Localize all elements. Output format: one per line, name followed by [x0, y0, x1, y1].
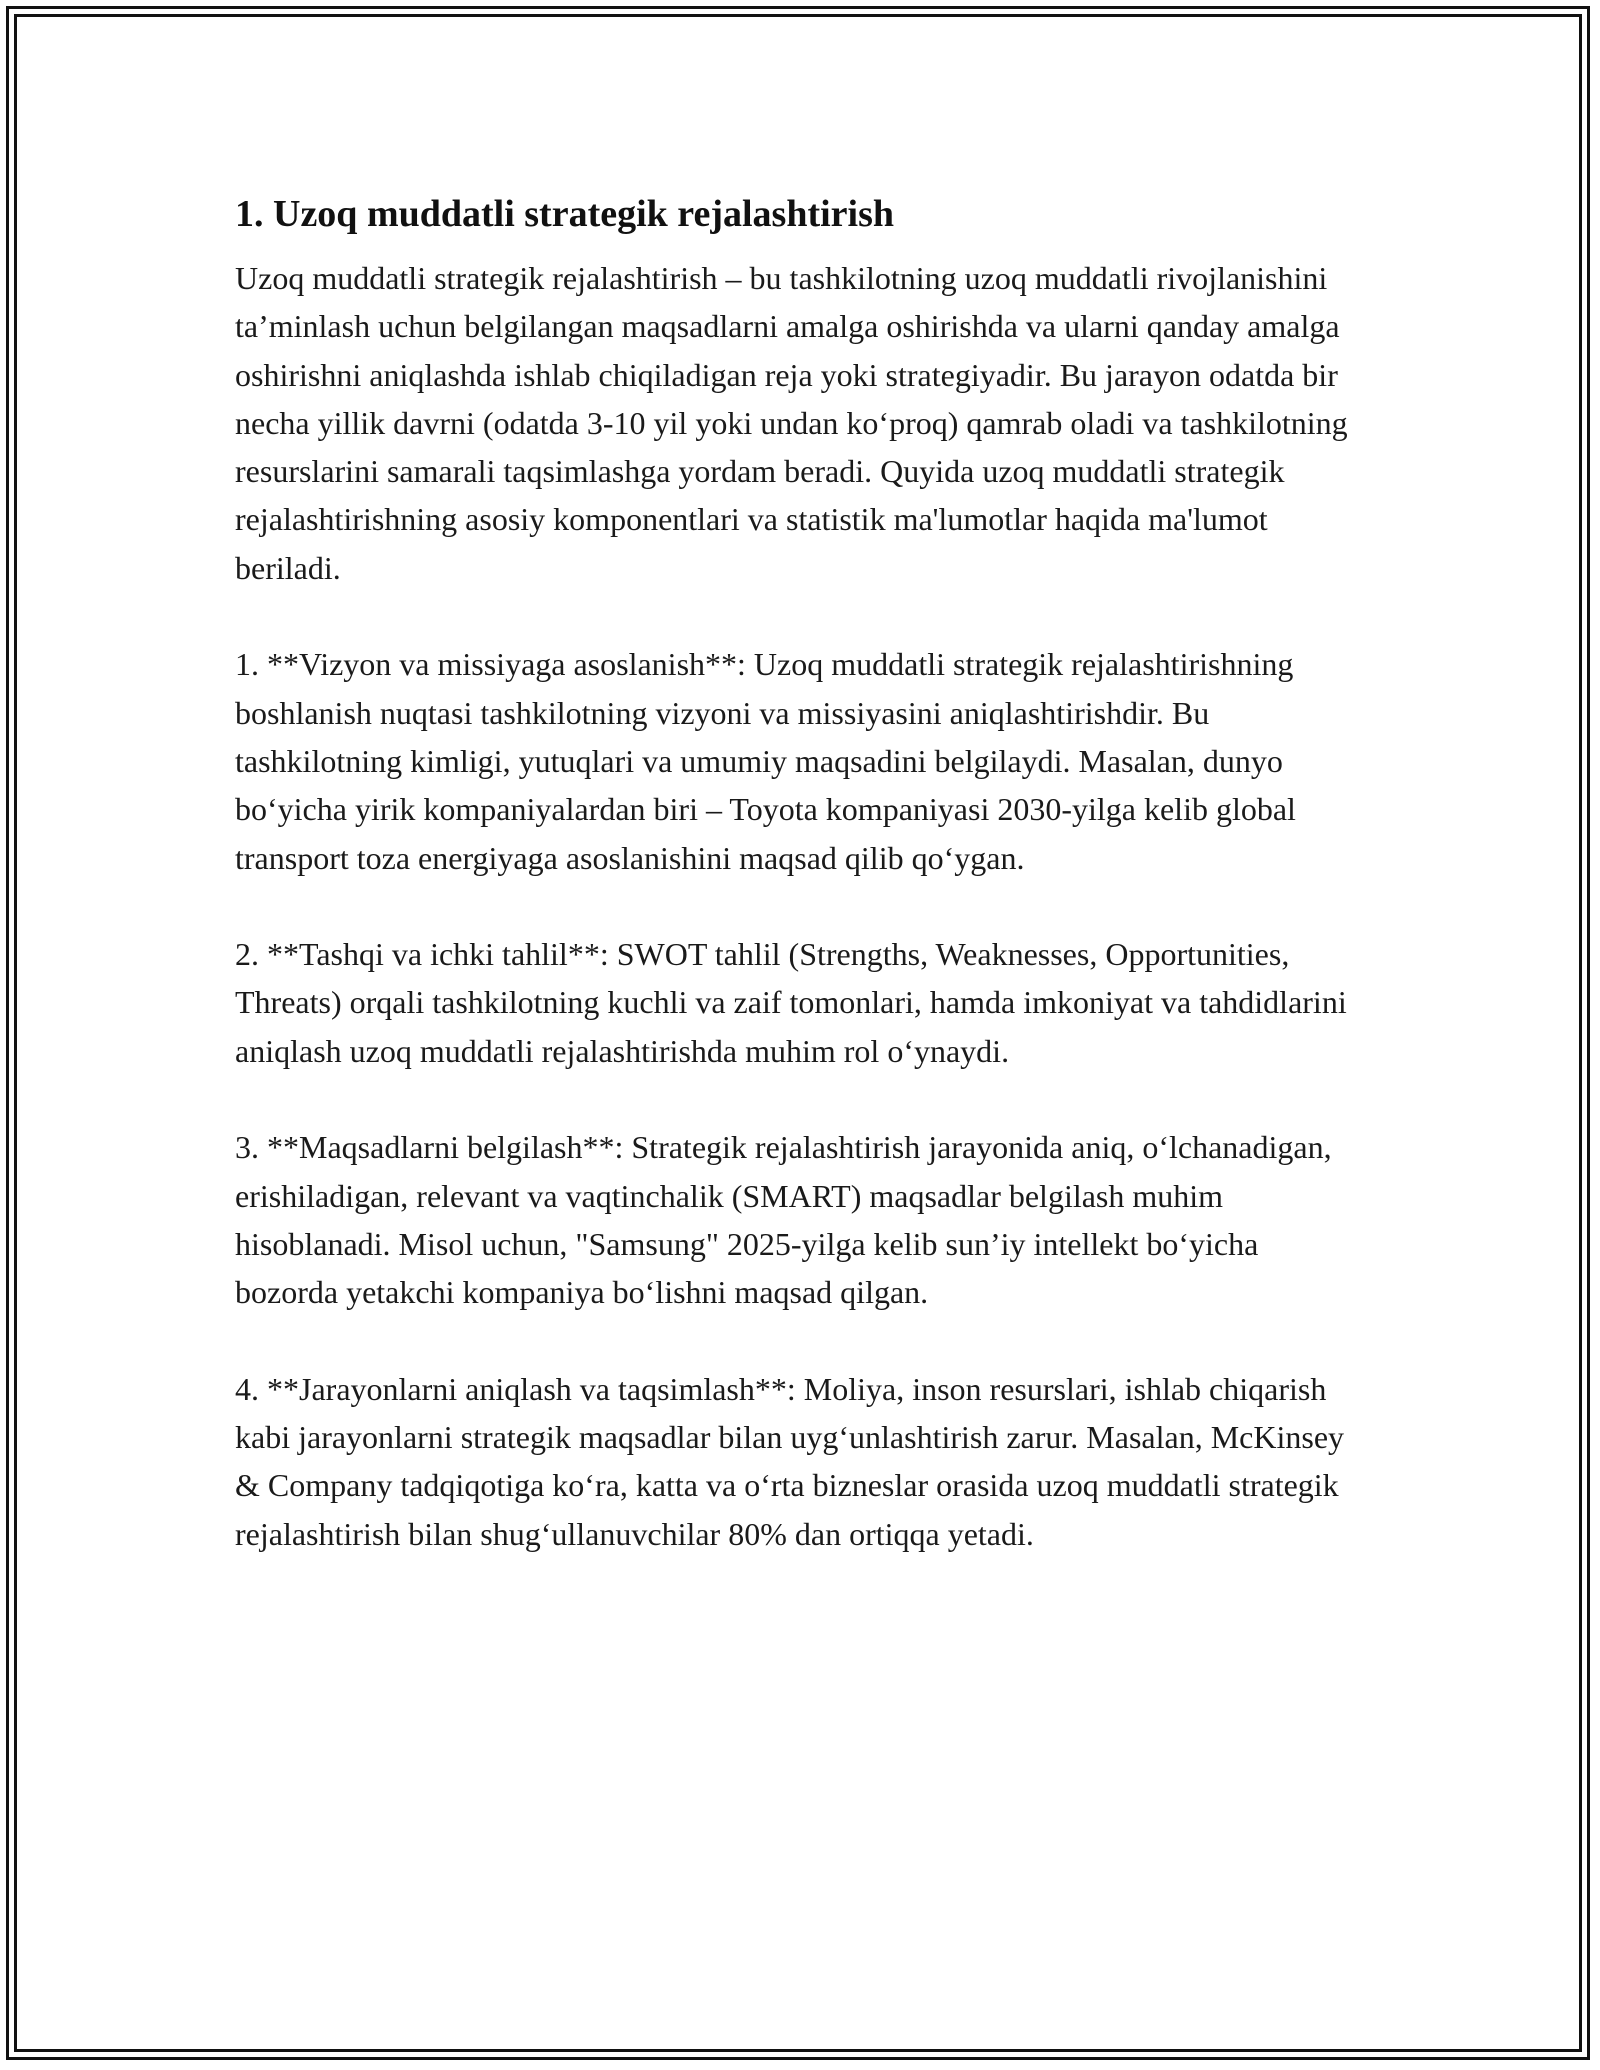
list-item-vision-mission: 1. **Vizyon va missiyaga asoslanish**: Uzoq muddatli strategik rejalashtirishning boshlanish nuqtasi tashkilotning vizyoni va missiyasini aniqlashtirishdir. Bu tashkilotning kimligi, yutuqlari va umumiy maqsadini belgilaydi. Masalan, dunyo bo‘yicha yirik kompaniyalardan biri – Toyota kompaniyasi 2030-yilga kelib global transport toza energiyaga asoslanishini maqsad qilib qo‘ygan.	[235, 646, 1296, 876]
intro-paragraph: Uzoq muddatli strategik rejalashtirish – bu tashkilotning uzoq muddatli rivojlanishini ta’minlash uchun belgilangan maqsadlarni amalga oshirishda va ularni qanday amalga oshirishni aniqlashda ishlab chiqiladigan reja yoki strategiyadir. Bu jarayon odatda bir necha yillik davrni (odatda 3-10 yil yoki undan ko‘proq) qamrab oladi va tashkilotning resurslarini samarali taqsimlashga yordam beradi. Quyida uzoq muddatli strategik rejalashtirishning asosiy komponentlari va statistik ma'lumotlar haqida ma'lumot beriladi.	[235, 260, 1348, 586]
list-item-swot-analysis: 2. **Tashqi va ichki tahlil**: SWOT tahlil (Strengths, Weaknesses, Opportunities, Threats) orqali tashkilotning kuchli va zaif tomonlari, hamda imkoniyat va tahdidlarini aniqlash uzoq muddatli rejalashtirishda muhim rol o‘ynaydi.	[235, 936, 1347, 1069]
section-heading: 1. Uzoq muddatli strategik rejalashtirish	[235, 193, 895, 235]
list-item-process-allocation: 4. **Jarayonlarni aniqlash va taqsimlash**: Moliya, inson resurslari, ishlab chiqarish kabi jarayonlarni strategik maqsadlar bilan uyg‘unlashtirish zarur. Masalan, McKinsey & Company tadqiqotiga ko‘ra, katta va o‘rta bizneslar orasida uzoq muddatli strategik rejalashtirish bilan shug‘ullanuvchilar 80% dan ortiqqa yetadi.	[235, 1370, 1345, 1552]
list-item-goal-setting: 3. **Maqsadlarni belgilash**: Strategik rejalashtirish jarayonida aniq, o‘lchanadigan, erishiladigan, relevant va vaqtinchalik (SMART) maqsadlar belgilash muhim hisoblanadi. Misol uchun, "Samsung" 2025-yilga kelib sun’iy intellekt bo‘yicha bozorda yetakchi kompaniya bo‘lishni maqsad qilgan.	[235, 1129, 1332, 1311]
document-body	[235, 186, 1365, 1606]
